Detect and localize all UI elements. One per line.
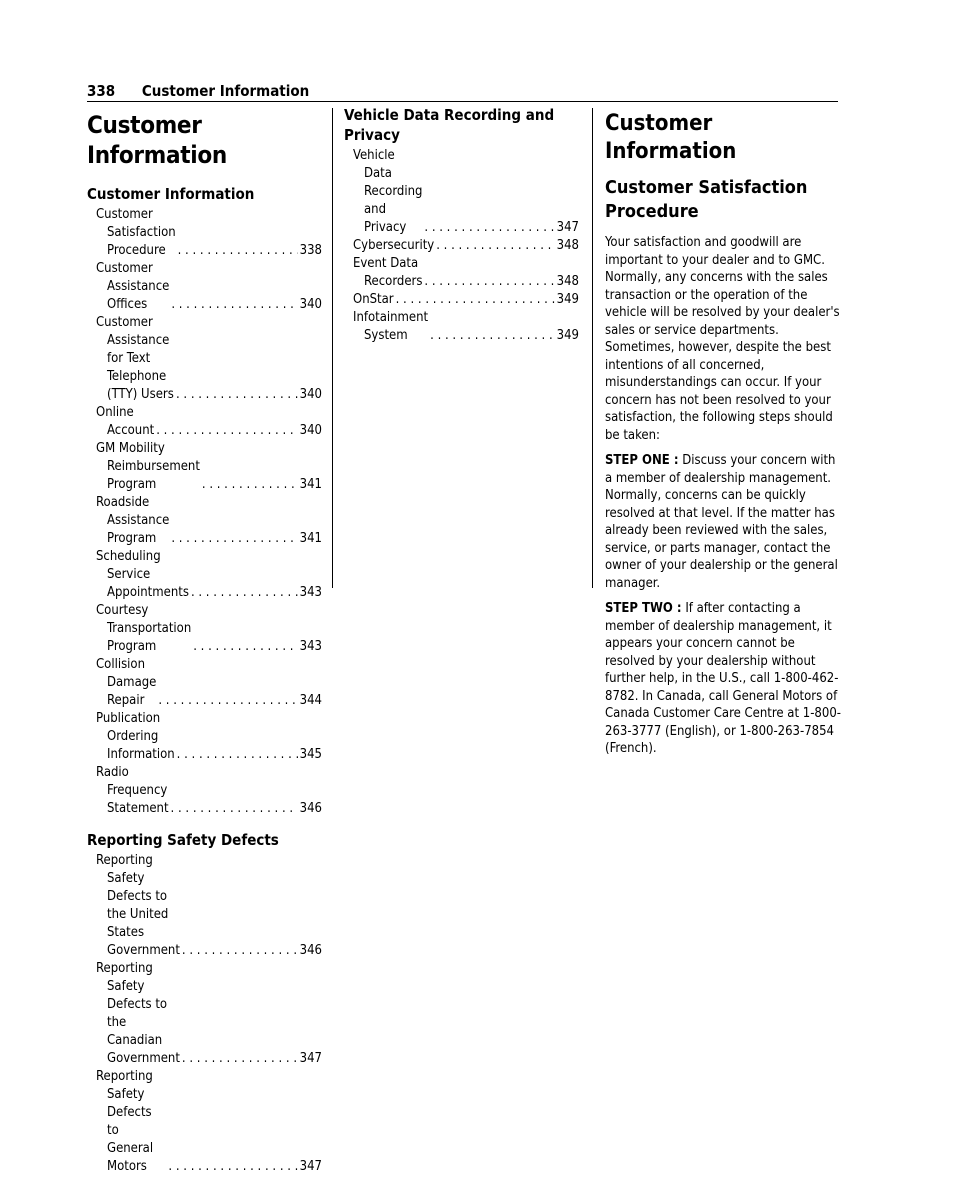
step-label: STEP TWO : — [605, 601, 682, 616]
toc-entry-link[interactable] — [87, 764, 322, 818]
toc-column-2 — [344, 106, 579, 357]
toc-leader-dots — [436, 237, 554, 255]
step-text: Discuss your concern with a member of dealership management. Normally, concerns can be quickly resolved at that level. If the matter has already been reviewed with the sales, service, or parts manager, contact the owner of your dealership or the general manager. — [605, 453, 838, 591]
toc-leader-dots — [202, 476, 298, 494]
toc-section-heading: Vehicle Data Recording and Privacy — [344, 106, 555, 144]
toc-entry-text: Roadside Assistance Program — [96, 495, 170, 546]
toc-leader-dots — [424, 219, 554, 237]
intro-paragraph: Your satisfaction and goodwill are important to your dealer and to GMC. Normally, any concerns with the sales transaction or the operation of the vehicle will be resolved by your dealer's sales or service departments. Sometimes, however, despite the best intentions of all concerned, misunderstandings can occur. If your concern has not been resolved to your satisfaction, the following steps should be taken: — [605, 235, 840, 443]
toc-page-number: 349 — [556, 292, 579, 307]
toc-page-number: 345 — [299, 747, 322, 762]
toc-entry-text: Reporting Safety Defects to the Canadian Government — [96, 961, 180, 1066]
toc-entry-text: Customer Assistance Offices — [96, 261, 170, 312]
toc-column-1 — [87, 110, 322, 1188]
toc-leader-dots — [178, 242, 298, 260]
toc-entry-link[interactable] — [344, 291, 579, 309]
running-title: Customer Information — [141, 82, 310, 100]
toc-entry-link[interactable] — [87, 1068, 322, 1176]
toc-leader-dots — [430, 327, 555, 345]
header-rule — [87, 101, 838, 102]
toc-leader-dots — [171, 296, 297, 314]
toc-leader-dots — [182, 1050, 298, 1068]
toc-entry-text: Collision Damage Repair — [96, 657, 157, 708]
toc-entry-text: Courtesy Transportation Program — [96, 603, 192, 654]
toc-entry-link[interactable] — [344, 255, 579, 291]
subsection-title: Customer Satisfaction Procedure — [605, 177, 808, 222]
section-title: Customer Information — [605, 111, 737, 164]
chapter-title: Customer Information — [87, 111, 227, 169]
toc-leader-dots — [396, 291, 555, 309]
column-divider-1 — [332, 108, 333, 588]
toc-entry-link[interactable] — [87, 710, 322, 764]
toc-page-number: 341 — [299, 531, 322, 546]
page-header — [87, 82, 309, 100]
toc-page-number: 340 — [299, 387, 322, 402]
toc-page-number: 347 — [299, 1051, 322, 1066]
toc-entry-text: Publication Ordering Information — [96, 711, 175, 762]
toc-entry-link[interactable] — [87, 852, 322, 960]
toc-entry-text: Customer Satisfaction Procedure — [96, 207, 176, 258]
toc-entry-link[interactable] — [87, 548, 322, 602]
toc-entry-text: Vehicle Data Recording and Privacy — [353, 148, 423, 235]
toc-page-number: 340 — [299, 423, 322, 438]
column-divider-2 — [592, 108, 593, 588]
toc-page-number: 343 — [299, 585, 322, 600]
toc-entry-link[interactable] — [87, 960, 322, 1068]
toc-entry-text: Radio Frequency Statement — [96, 765, 169, 816]
toc-page-number: 348 — [556, 274, 579, 289]
toc-page-number: 349 — [556, 328, 579, 343]
toc-entry-link[interactable] — [87, 206, 322, 260]
step-text: If after contacting a member of dealership management, it appears your concern cannot be resolved by your dealership without further help, in the U.S., call 1-800-462-8782. In Canada, call General Motors of Canada Customer Care Centre at 1-800-263-3777 (English), or 1-800-263-7854 (French). — [605, 601, 841, 756]
toc-leader-dots — [176, 386, 298, 404]
toc-entry-text: GM Mobility Reimbursement Program — [96, 441, 200, 492]
step-paragraph — [605, 452, 841, 592]
toc-leader-dots — [158, 692, 297, 710]
toc-leader-dots — [156, 422, 297, 440]
page-number: 338 — [87, 82, 116, 100]
toc-list — [87, 206, 322, 818]
toc-leader-dots — [193, 638, 297, 656]
step-label: STEP ONE : — [605, 453, 679, 468]
toc-page-number: 343 — [299, 639, 322, 654]
toc-page-number: 346 — [299, 801, 322, 816]
toc-page-number: 341 — [299, 477, 322, 492]
toc-leader-dots — [177, 746, 298, 764]
toc-leader-dots — [171, 800, 298, 818]
toc-entry-link[interactable] — [344, 237, 579, 255]
toc-entry-text: Customer Assistance for Text Telephone (TTY) Users — [96, 315, 174, 402]
toc-entry-link[interactable] — [344, 309, 579, 345]
toc-leader-dots — [182, 942, 298, 960]
toc-page-number: 338 — [299, 243, 322, 258]
toc-entry-text: Reporting Safety Defects to General Motors — [96, 1069, 154, 1174]
toc-entry-text: Scheduling Service Appointments — [96, 549, 189, 600]
toc-page-number: 344 — [299, 693, 322, 708]
toc-entry-link[interactable] — [344, 147, 579, 237]
toc-entry-text: Reporting Safety Defects to the United States Government — [96, 853, 180, 958]
toc-entry-text: Event Data Recorders — [353, 256, 423, 289]
toc-entry-link[interactable] — [87, 404, 322, 440]
toc-section-heading: Customer Information — [87, 185, 255, 203]
content-column — [605, 110, 841, 766]
toc-entry-link[interactable] — [87, 494, 322, 548]
toc-section-heading: Reporting Safety Defects — [87, 831, 279, 849]
toc-entry-link[interactable] — [87, 440, 322, 494]
toc-entry-text: Infotainment System — [353, 310, 429, 343]
toc-entry-text: Online Account — [96, 405, 155, 438]
toc-entry-text: OnStar — [353, 292, 394, 307]
toc-page-number: 348 — [556, 238, 579, 253]
step-paragraph — [605, 600, 841, 758]
toc-leader-dots — [171, 530, 297, 548]
toc-list — [87, 852, 322, 1176]
toc-page-number: 347 — [556, 220, 579, 235]
toc-leader-dots — [168, 1158, 297, 1176]
toc-leader-dots — [424, 273, 554, 291]
toc-page-number: 347 — [299, 1159, 322, 1174]
toc-entry-link[interactable] — [87, 260, 322, 314]
toc-list — [344, 147, 579, 345]
toc-entry-link[interactable] — [87, 656, 322, 710]
toc-entry-link[interactable] — [87, 314, 322, 404]
toc-page-number: 340 — [299, 297, 322, 312]
toc-page-number: 346 — [299, 943, 322, 958]
toc-leader-dots — [191, 584, 298, 602]
toc-entry-text: Cybersecurity — [353, 238, 435, 253]
toc-entry-link[interactable] — [87, 602, 322, 656]
